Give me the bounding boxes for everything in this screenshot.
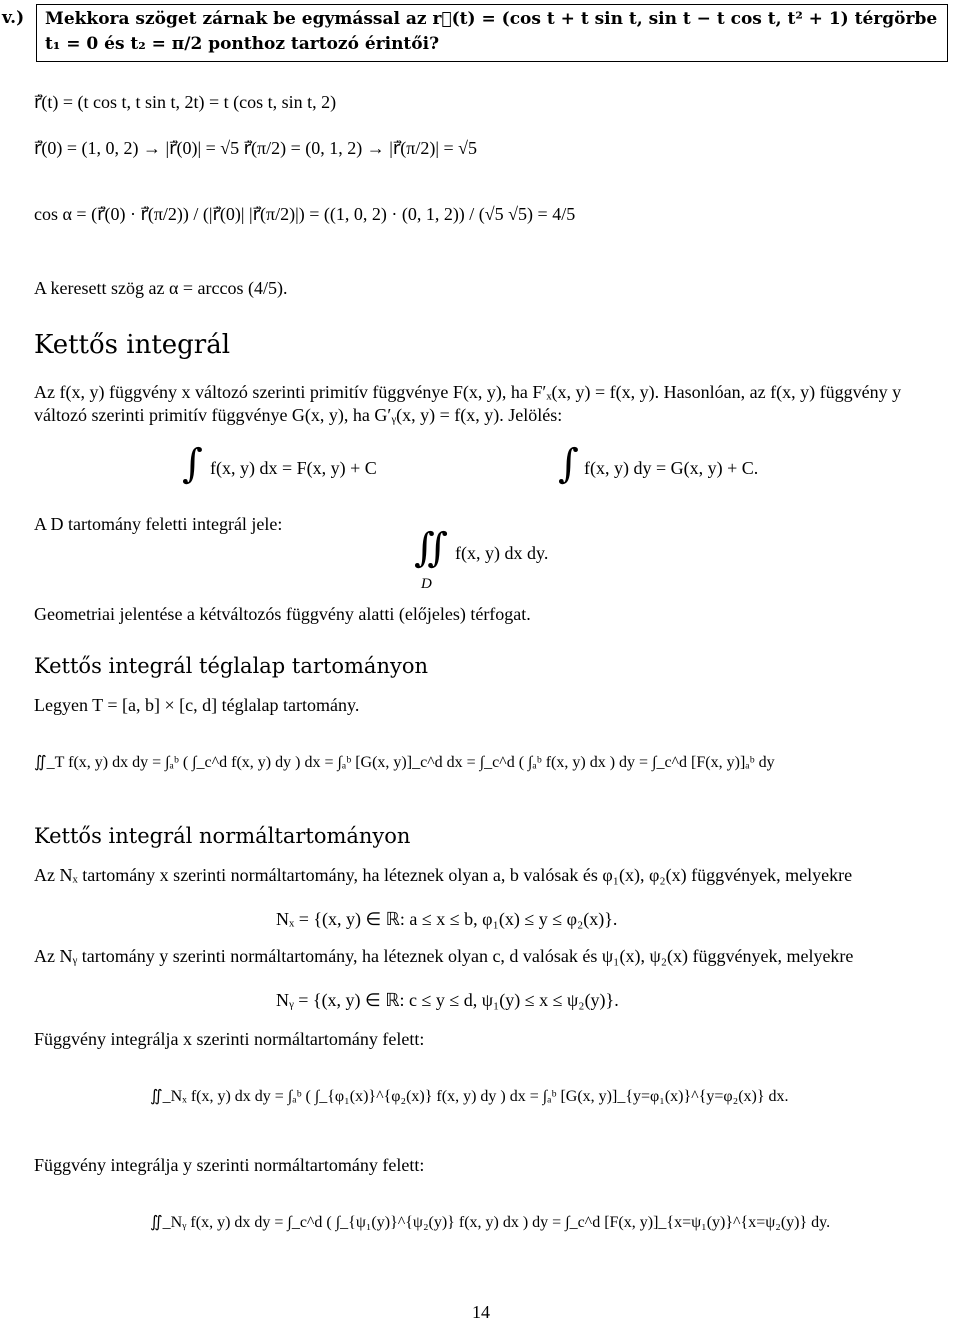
section1-equation-3-domain: D (421, 576, 432, 592)
section1-paragraph-1: Az f(x, y) függvény x változó szerinti primitív függvénye F(x, y), ha F′ₓ(x, y) = f(x, y). Hasonlóan, az f(x, y) függvény y változó szerinti primitív függvénye G(x, y), ha G′ᵧ(x, y) = f(x, y). Jelölés: (34, 382, 902, 425)
section1-equation-3: f(x, y) dx dy. (455, 543, 549, 563)
section1-equation-1: f(x, y) dx = F(x, y) + C (210, 458, 377, 478)
section2-equation: ∬_T f(x, y) dx dy = ∫ₐᵇ ( ∫_c^d f(x, y) dy ) dx = ∫ₐᵇ [G(x, y)]_c^d dx = ∫_c^d ( ∫ₐᵇ f(x, y) dx ) dy = ∫_c^d [F(x, y)]ₐᵇ dy (34, 754, 775, 771)
solution-line-2: r⃗̇(0) = (1, 0, 2) → |r⃗̇(0)| = √5 r⃗̇(π/2) = (0, 1, 2) → |r⃗̇(π/2)| = √5 (34, 138, 477, 158)
section3-paragraph-4: Függvény integrálja y szerinti normáltartomány felett: (34, 1155, 425, 1175)
problem-number: v.) (2, 8, 25, 28)
section1-paragraph-3: Geometriai jelentése a kétváltozós függvény alatti (előjeles) térfogat. (34, 604, 531, 624)
section3-equation-3: ∬_Nₓ f(x, y) dx dy = ∫ₐᵇ ( ∫_{φ₁(x)}^{φ₂(x)} f(x, y) dy ) dx = ∫ₐᵇ [G(x, y)]_{y=φ₁(x)}^{y=φ₂(x)} dx. (150, 1088, 789, 1105)
solution-line-4: A keresett szög az α = arccos (4/5). (34, 278, 288, 298)
section2-paragraph: Legyen T = [a, b] × [c, d] téglalap tartomány. (34, 695, 360, 715)
section3-paragraph-1: Az Nₓ tartomány x szerinti normáltartomány, ha léteznek olyan a, b valósak és φ₁(x), φ₂(x) függvények, melyekre (34, 865, 853, 885)
double-integral-sign: ∬ (414, 525, 449, 571)
section1-equation-2: f(x, y) dy = G(x, y) + C. (584, 458, 759, 478)
integral-sign-2: ∫ (558, 441, 579, 487)
section3-equation-1: Nₓ = {(x, y) ∈ ℝ: a ≤ x ≤ b, φ₁(x) ≤ y ≤ φ₂(x)}. (276, 909, 618, 929)
section-title-normal-domain: Kettős integrál normáltartományon (34, 824, 411, 848)
page-number: 14 (472, 1302, 490, 1322)
solution-line-1: r⃗̇(t) = (t cos t, t sin t, 2t) = t (cos t, sin t, 2) (34, 92, 337, 112)
section3-paragraph-2: Az Nᵧ tartomány y szerinti normáltartomány, ha léteznek olyan c, d valósak és ψ₁(x), ψ₂(x) függvények, melyekre (34, 946, 854, 966)
section3-equation-4: ∬_Nᵧ f(x, y) dx dy = ∫_c^d ( ∫_{ψ₁(y)}^{ψ₂(y)} f(x, y) dx ) dy = ∫_c^d [F(x, y)]_{x=ψ₁(y)}^{x=ψ₂(y)} dy. (150, 1214, 831, 1231)
section-title-double-integral: Kettős integrál (34, 330, 231, 360)
problem-box (36, 4, 948, 62)
section3-paragraph-3: Függvény integrálja x szerinti normáltartomány felett: (34, 1029, 425, 1049)
section3-equation-2: Nᵧ = {(x, y) ∈ ℝ: c ≤ y ≤ d, ψ₁(y) ≤ x ≤ ψ₂(y)}. (276, 990, 619, 1010)
solution-line-3: cos α = (r⃗̇(0) · r⃗̇(π/2)) / (|r⃗̇(0)| |r⃗̇(π/2)|) = ((1, 0, 2) · (0, 1, 2)) / (√5 √5) = 4/5 (34, 204, 576, 224)
problem-text: Mekkora szöget zárnak be egymással az r⃗(t) = (cos t + t sin t, sin t − t cos t, t² + 1) térgörbe t₁ = 0 és t₂ = π/2 ponthoz tartozó érintői? (45, 9, 938, 54)
integral-sign-1: ∫ (182, 441, 203, 487)
section-title-rectangle: Kettős integrál téglalap tartományon (34, 654, 428, 678)
section1-paragraph-2: A D tartomány feletti integrál jele: (34, 514, 283, 534)
